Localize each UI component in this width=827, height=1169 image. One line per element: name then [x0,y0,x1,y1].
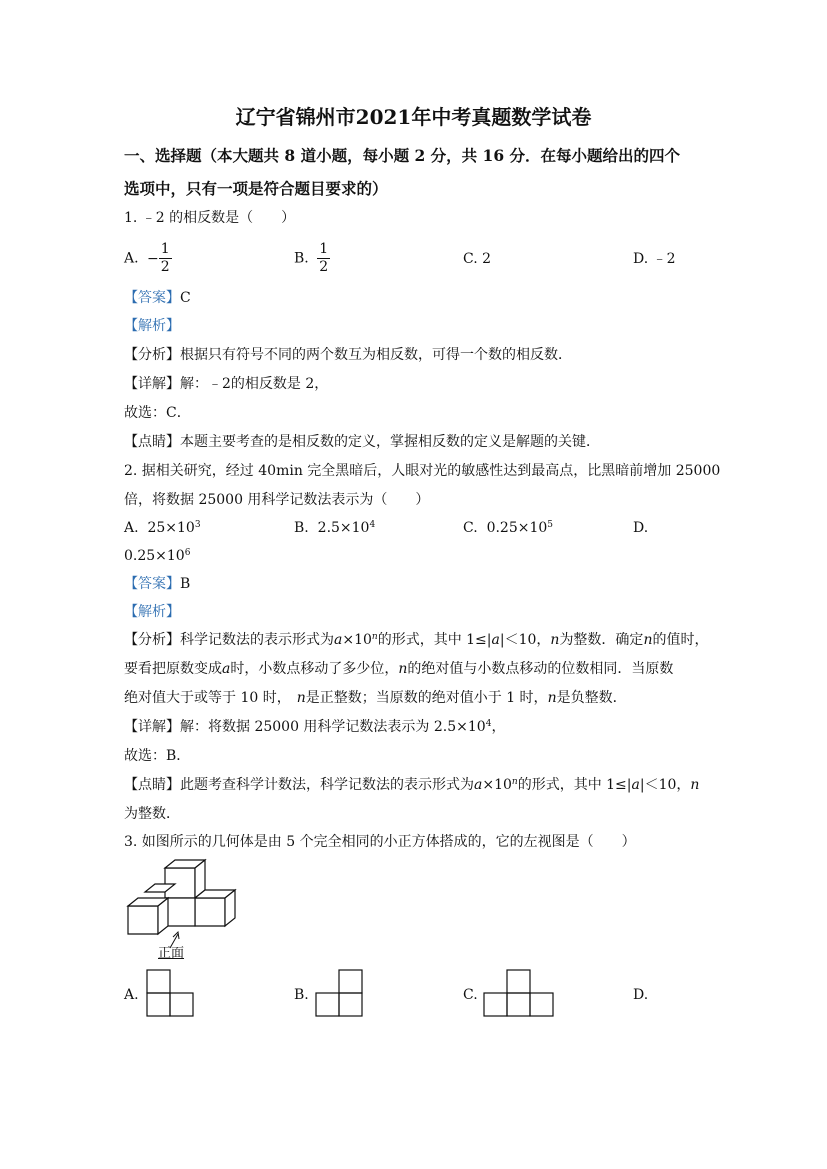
var: a [491,632,500,648]
q1-stem: 1. ﹣2 的相反数是（ ） [124,210,296,226]
exponent: n [511,777,518,787]
fenxi-text: 根据只有符号不同的两个数互为相反数，可得一个数的相反数． [180,347,572,363]
text: ， [491,719,506,735]
var: a [474,777,483,793]
page-title: 辽宁省锦州市2021年中考真题数学试卷 [235,105,592,129]
comment-tag: 【点睛】 [124,777,180,793]
front-label: 正面 [158,946,185,961]
option-base: 0.25×10 [486,520,548,536]
option-base: 0.25×10 [124,548,185,564]
text: 绝对值大于或等于 10 时， [124,690,291,706]
option-label: A. [124,250,139,267]
q3-option-b-label: B. [294,987,309,1003]
option-base: 25×10 [147,520,195,536]
q1-answer [124,288,191,308]
option-exponent: 6 [184,548,191,558]
q1-analysis-tag: 【解析】 [124,318,180,334]
q1-analysis [124,345,572,365]
var: n [398,661,408,677]
exponent: 4 [485,719,492,729]
section-heading-line2: 选项中，只有一项是符合题目要求的） [124,179,388,198]
minus-sign: − [147,250,159,267]
q3-option-a-view [145,968,195,1018]
numerator: 1 [319,241,329,257]
var: n [547,690,557,706]
text: 此题考查科学计数法，科学记数法的表示形式为 [180,777,474,793]
answer-value: B [180,576,191,592]
exponent: n [371,632,378,642]
section-heading-line1: 一、选择题（本大题共 8 道小题，每小题 2 分，共 16 分．在每小题给出的四个 [124,146,681,165]
answer-tag: 【答案】 [124,576,180,592]
q2-comment-line1 [124,775,699,795]
answer-value: C [180,290,191,306]
q2-stem-line1: 2. 据相关研究，经过 40min 完全黑暗后，人眼对光的敏感性达到最高点，比黑暗前增加 25000 [124,463,721,479]
q2-analysis-line1 [124,630,708,650]
q2-analysis-line3 [124,688,627,708]
q2-option-b [294,518,375,538]
q2-stem-line2: 倍，将数据 25000 用科学记数法表示为（ ） [124,492,430,508]
option-exponent: 4 [369,520,376,530]
q3-option-d-label: D. [633,987,649,1003]
q2-detail [124,717,505,737]
q2-analysis-line2 [124,659,673,679]
q2-option-a [124,518,201,538]
q3-option-b-view [314,968,364,1018]
option-exponent: 3 [194,520,201,530]
q1-detail [124,374,328,394]
q3-option-c-view [483,968,555,1018]
var: n [643,632,653,648]
option-base: 2.5×10 [317,520,370,536]
fenxi-tag: 【分析】 [124,347,180,363]
q1-option-c: C. 2 [463,251,492,267]
var: n [690,777,700,793]
var: a [222,661,231,677]
text: 是负整数． [556,690,627,706]
q3-stem: 3. 如图所示的几何体是由 5 个完全相同的小正方体搭成的，它的左视图是（ ） [124,834,636,850]
q2-comment-line2: 为整数． [124,806,180,822]
text: ×10 [482,777,512,793]
q3-option-c-label: C. [463,987,478,1003]
fenxi-tag: 【分析】 [124,632,180,648]
fraction [317,241,330,276]
option-label: B. [294,250,309,267]
denominator: 2 [319,259,329,275]
text: |＜10， [499,632,551,648]
text: 的形式，其中 1≤| [377,632,492,648]
text: |＜10， [639,777,691,793]
option-label: B. [294,520,309,536]
fraction [159,241,172,276]
numerator: 1 [160,241,170,257]
q2-choice: 故选：B． [124,748,191,764]
var: n [296,690,306,706]
text: ×10 [342,632,372,648]
option-label: A. [124,520,139,536]
option-label: C. [463,520,478,536]
q3-option-a-label: A. [124,987,139,1003]
var: a [334,632,343,648]
comment-text: 本题主要考查的是相反数的定义，掌握相反数的定义是解题的关键． [180,434,600,450]
denominator: 2 [160,259,170,275]
q1-comment [124,432,600,452]
q1-choice: 故选：C． [124,405,191,421]
answer-tag: 【答案】 [124,290,180,306]
comment-tag: 【点睛】 [124,434,180,450]
detail-text: 解：﹣2的相反数是 2， [180,376,329,392]
var: a [631,777,640,793]
q2-answer [124,574,190,594]
detail-text: 解：将数据 25000 用科学记数法表示为 2.5×10 [180,719,486,735]
text: 时，小数点移动了多少位， [230,661,399,677]
detail-tag: 【详解】 [124,719,180,735]
q1-option-d: D. ﹣2 [633,251,676,267]
q2-analysis-tag: 【解析】 [124,604,180,620]
text: 是正整数；当原数的绝对值小于 1 时， [305,690,548,706]
text: 的绝对值与小数点移动的位数相同．当原数 [407,661,674,677]
text: 科学记数法的表示形式为 [180,632,334,648]
option-exponent: 5 [547,520,554,530]
q2-option-c [463,518,553,538]
text: 的形式，其中 1≤| [517,777,632,793]
q1-option-a [124,241,172,276]
text: 的值时， [652,632,709,648]
q2-option-d [124,546,190,566]
var: n [550,632,560,648]
detail-tag: 【详解】 [124,376,180,392]
text: 要看把原数变成 [124,661,222,677]
q1-option-b [294,241,330,276]
text: 为整数．确定 [559,632,644,648]
q2-option-d-label: D. [633,520,649,536]
cubes [128,860,235,934]
